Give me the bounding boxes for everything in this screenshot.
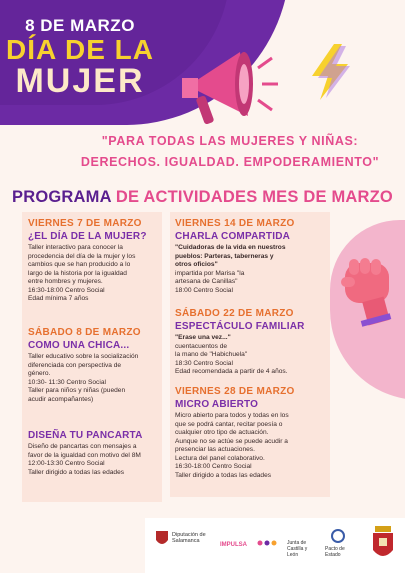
event-line: Aunque no se actúe se puede acudir a xyxy=(175,437,288,445)
event-viernes-7 xyxy=(28,218,158,304)
event-line: Taller para niños y niñas (pueden xyxy=(28,387,126,394)
event-line: Edad mínima 7 años xyxy=(28,295,89,302)
event-viernes-28 xyxy=(175,386,325,480)
logo-diputacion: Diputación de Salamanca xyxy=(172,532,206,544)
event-line: artesana de Canillas" xyxy=(175,278,238,285)
event-sabado-8 xyxy=(28,327,158,404)
event-line-bold: pueblos: Parteras, taberneras y xyxy=(175,252,274,260)
event-line-bold: "Erase una vez..." xyxy=(175,334,231,341)
event-line: impartida por Marisa "la xyxy=(175,269,245,277)
header-date: 8 DE MARZO xyxy=(25,16,135,35)
header-title-line1: DÍA DE LA xyxy=(6,34,154,65)
event-title: ESPECTÁCULO FAMILIAR xyxy=(175,321,305,332)
event-line: la mano de "Habichuela" xyxy=(175,351,248,358)
event-line: que se podrá cantar, recitar poesía o xyxy=(175,420,283,428)
event-title: CHARLA COMPARTIDA xyxy=(175,231,291,242)
event-line: 16:30-18:00 Centro Social xyxy=(28,286,105,294)
event-line-bold: "Cuidadoras de la vida en nuestros xyxy=(175,244,286,251)
event-day: VIERNES 28 DE MARZO xyxy=(175,386,295,397)
event-line: cuentacuentos de xyxy=(175,342,228,350)
event-line: 12:00-13:30 Centro Social xyxy=(28,460,105,467)
event-line-bold: otros oficios" xyxy=(175,261,218,268)
event-line: 18:30 Centro Social xyxy=(175,359,233,367)
event-line: 18:00 Centro Social xyxy=(175,286,233,294)
event-line: Taller dirigido a todas las edades xyxy=(28,468,125,476)
raised-fist-icon xyxy=(335,255,405,335)
event-sabado-22 xyxy=(175,308,325,377)
quote-line-1: "PARA TODAS LAS MUJERES Y NIÑAS: xyxy=(101,134,359,148)
event-line: presenciar las actuaciones. xyxy=(175,446,255,453)
shield-icon xyxy=(155,530,169,548)
event-line: Taller dirigido a todas las edades xyxy=(175,471,272,479)
event-viernes-14 xyxy=(175,218,325,295)
crest-icon xyxy=(370,524,396,564)
event-line: Taller interactivo para conocer la xyxy=(28,244,123,251)
event-day: SÁBADO 8 DE MARZO xyxy=(28,327,141,338)
megaphone-icon xyxy=(180,38,280,133)
circle-logo-icon xyxy=(330,528,346,544)
event-day: SÁBADO 22 DE MARZO xyxy=(175,308,294,319)
dots-icon xyxy=(257,538,277,548)
event-disena-pancarta xyxy=(28,428,158,477)
event-line: acudir acompañantes) xyxy=(28,395,94,403)
header-title-line2: MUJER xyxy=(15,62,145,100)
program-title xyxy=(0,188,405,207)
lightning-bolt-icon xyxy=(306,42,354,102)
event-line: diferenciada con perspectiva de xyxy=(28,361,122,369)
event-line: Lectura del panel colaborativo. xyxy=(175,454,265,462)
event-line: cualquier otro tipo de actuación. xyxy=(175,429,269,436)
event-line: largo de la historia por la igualdad xyxy=(28,269,127,277)
footer-logos xyxy=(145,518,405,573)
event-line: género. xyxy=(28,370,51,377)
event-line: Micro abierto para todos y todas en los xyxy=(175,412,289,419)
event-line: entre hombres y mujeres. xyxy=(28,278,103,285)
quote-line-2: DERECHOS. IGUALDAD. EMPODERAMIENTO" xyxy=(80,155,380,169)
event-line: 16:30-18:00 Centro Social xyxy=(175,463,252,470)
event-day: VIERNES 7 DE MARZO xyxy=(28,218,142,229)
event-title: MICRO ABIERTO xyxy=(175,399,259,410)
event-line: Diseño de pancartas con mensajes a xyxy=(28,443,137,450)
program-title-part2: DE ACTIVIDADES MES DE MARZO xyxy=(115,188,393,206)
event-title: ¿EL DÍA DE LA MUJER? xyxy=(28,231,147,242)
event-line: favor de la igualdad con motivo del 8M xyxy=(28,451,141,459)
event-day: VIERNES 14 DE MARZO xyxy=(175,218,295,229)
event-line: Edad recomendada a partir de 4 años. xyxy=(175,368,288,375)
program-title-part1: PROGRAMA xyxy=(12,188,112,206)
logo-pacto: Pacto de Estado xyxy=(325,546,345,558)
event-line: 10:30- 11:30 Centro Social xyxy=(28,378,106,386)
event-line: Taller educativo sobre la socialización xyxy=(28,353,139,360)
logo-junta: Junta de Castilla y León xyxy=(287,540,308,558)
event-title: DISEÑA TU PANCARTA xyxy=(28,430,143,441)
event-line: cambios que se han producido a lo xyxy=(28,261,131,268)
logo-impulsa: IMPULSA xyxy=(220,542,247,548)
event-line: procedencia del día de la mujer y los xyxy=(28,252,136,260)
event-title: COMO UNA CHICA... xyxy=(28,340,130,351)
